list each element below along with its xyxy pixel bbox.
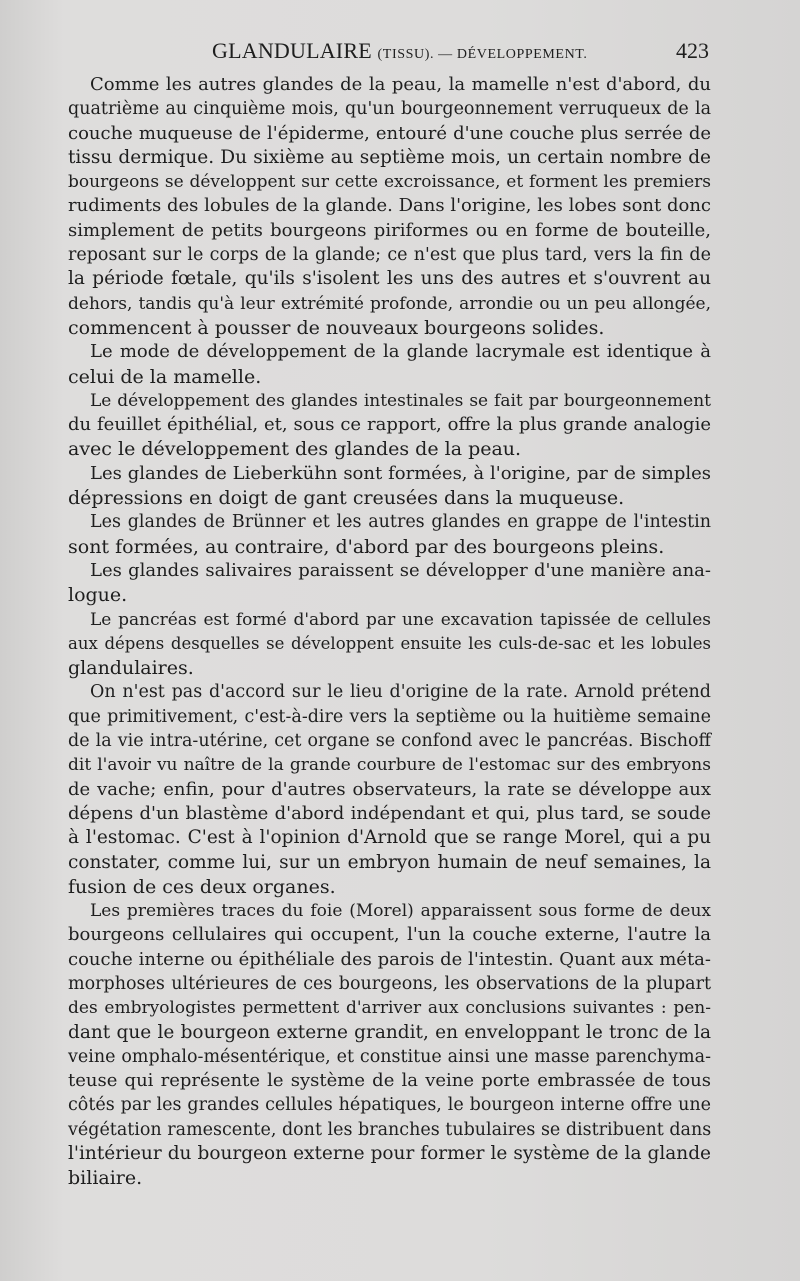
text-line: biliaire. (68, 1167, 143, 1190)
text-line: couche interne ou épithéliale des parois de l'intestin. Quant aux méta- (68, 948, 711, 970)
text-line: reposant sur le corps de la glande; ce n'est que plus tard, vers la fin de (68, 245, 711, 266)
text-line: la période fœtale, qu'ils s'isolent les uns des autres et s'ouvrent au (68, 268, 711, 290)
text-line: à l'estomac. C'est à l'opinion d'Arnold que se range Morel, qui a pu (68, 827, 711, 849)
text-line: l'intérieur du bourgeon externe pour former le système de la glande (68, 1143, 711, 1165)
text-line: Le développement des glandes intestinales se fait par bourgeonnement (90, 390, 711, 411)
text-line: quatrième au cinquième mois, qu'un bourgeonnement verruqueux de la (68, 99, 711, 120)
text-line: simplement de petits bourgeons piriformes ou en forme de bouteille, (68, 219, 711, 241)
text-line: dit l'avoir vu naître de la grande courbure de l'estomac sur des embryons (68, 755, 711, 776)
text-line: bourgeons cellulaires qui occupent, l'un la couche externe, l'autre la (68, 924, 711, 946)
text-line: Les premières traces du foie (Morel) apparaissent sous forme de deux (90, 901, 711, 922)
text-line: constater, comme lui, sur un embryon humain de neuf semaines, la (68, 851, 711, 873)
text-line: morphoses ultérieures de ces bourgeons, les observations de la plupart (68, 973, 711, 994)
text-line: celui de la mamelle. (68, 365, 262, 388)
text-line: de la vie intra-utérine, cet organe se confond avec le pancréas. Bischoff (68, 731, 711, 752)
text-line: dehors, tandis qu'à leur extrémité profonde, arrondie ou un peu allongée, (68, 293, 711, 314)
text-line: de vache; enfin, pour d'autres observateurs, la rate se développe aux (68, 778, 711, 800)
text-line: rudiments des lobules de la glande. Dans l'origine, les lobes sont donc (68, 195, 711, 217)
text-line: tissu dermique. Du sixième au septième mois, un certain nombre de (68, 146, 711, 168)
text-line: fusion de ces deux organes. (68, 875, 336, 898)
text-line: que primitivement, c'est-à-dire vers la septième ou la huitième semaine (68, 706, 711, 727)
page-number: 423 (676, 38, 709, 63)
text-line: avec le développement des glandes de la peau. (68, 438, 522, 461)
text-line: couche muqueuse de l'épiderme, entouré d'une couche plus serrée de (68, 122, 711, 144)
text-line: On n'est pas d'accord sur le lieu d'origine de la rate. Arnold prétend (90, 682, 711, 703)
text-line: logue. (68, 584, 128, 607)
text-line: dant que le bourgeon externe grandit, en enveloppant le tronc de la (68, 1021, 711, 1043)
text-line: veine omphalo-mésentérique, et constitue ainsi une masse parenchyma- (68, 1046, 711, 1067)
text-line: glandulaires. (68, 657, 194, 680)
text-line: du feuillet épithélial, et, sous ce rapport, offre la plus grande analogie (68, 414, 711, 436)
text-line: Les glandes de Brünner et les autres glandes en grappe de l'intestin (90, 512, 711, 533)
text-line: côtés par les grandes cellules hépatiques, le bourgeon interne offre une (68, 1095, 711, 1116)
text-line: Comme les autres glandes de la peau, la mamelle n'est d'abord, du (90, 74, 711, 95)
text-line: aux dépens desquelles se développent ensuite les culs-de-sac et les lobules (68, 633, 711, 653)
text-line: dépens d'un blastème d'abord indépendant et qui, plus tard, se soude (68, 802, 711, 824)
text-line: dépressions en doigt de gant creusées dans la muqueuse. (68, 487, 625, 510)
text-line: teuse qui représente le système de la veine porte embrassée de tous (68, 1070, 711, 1092)
text-line: végétation ramescente, dont les branches tubulaires se distribuent dans (68, 1119, 712, 1140)
text-line: bourgeons se développent sur cette excroissance, et forment les premiers (68, 172, 711, 193)
running-title-sub: (TISSU). — DÉVELOPPEMENT. (377, 47, 588, 62)
text-line: sont formées, au contraire, d'abord par des bourgeons pleins. (68, 535, 665, 558)
body-text (68, 73, 711, 1191)
text-line: Le pancréas est formé d'abord par une excavation tapissée de cellules (90, 609, 711, 630)
running-header (0, 38, 800, 72)
running-title-main: GLANDULAIRE (212, 38, 372, 63)
text-line: des embryologistes permettent d'arriver aux conclusions suivantes : pen- (68, 998, 711, 1019)
text-line: Les glandes de Lieberkühn sont formées, à l'origine, par de simples (90, 462, 711, 484)
text-line: commencent à pousser de nouveaux bourgeons solides. (68, 316, 605, 339)
text-line: Les glandes salivaires paraissent se développer d'une manière ana- (90, 559, 711, 581)
text-line: Le mode de développement de la glande lacrymale est identique à (90, 341, 711, 363)
running-title (212, 38, 588, 64)
